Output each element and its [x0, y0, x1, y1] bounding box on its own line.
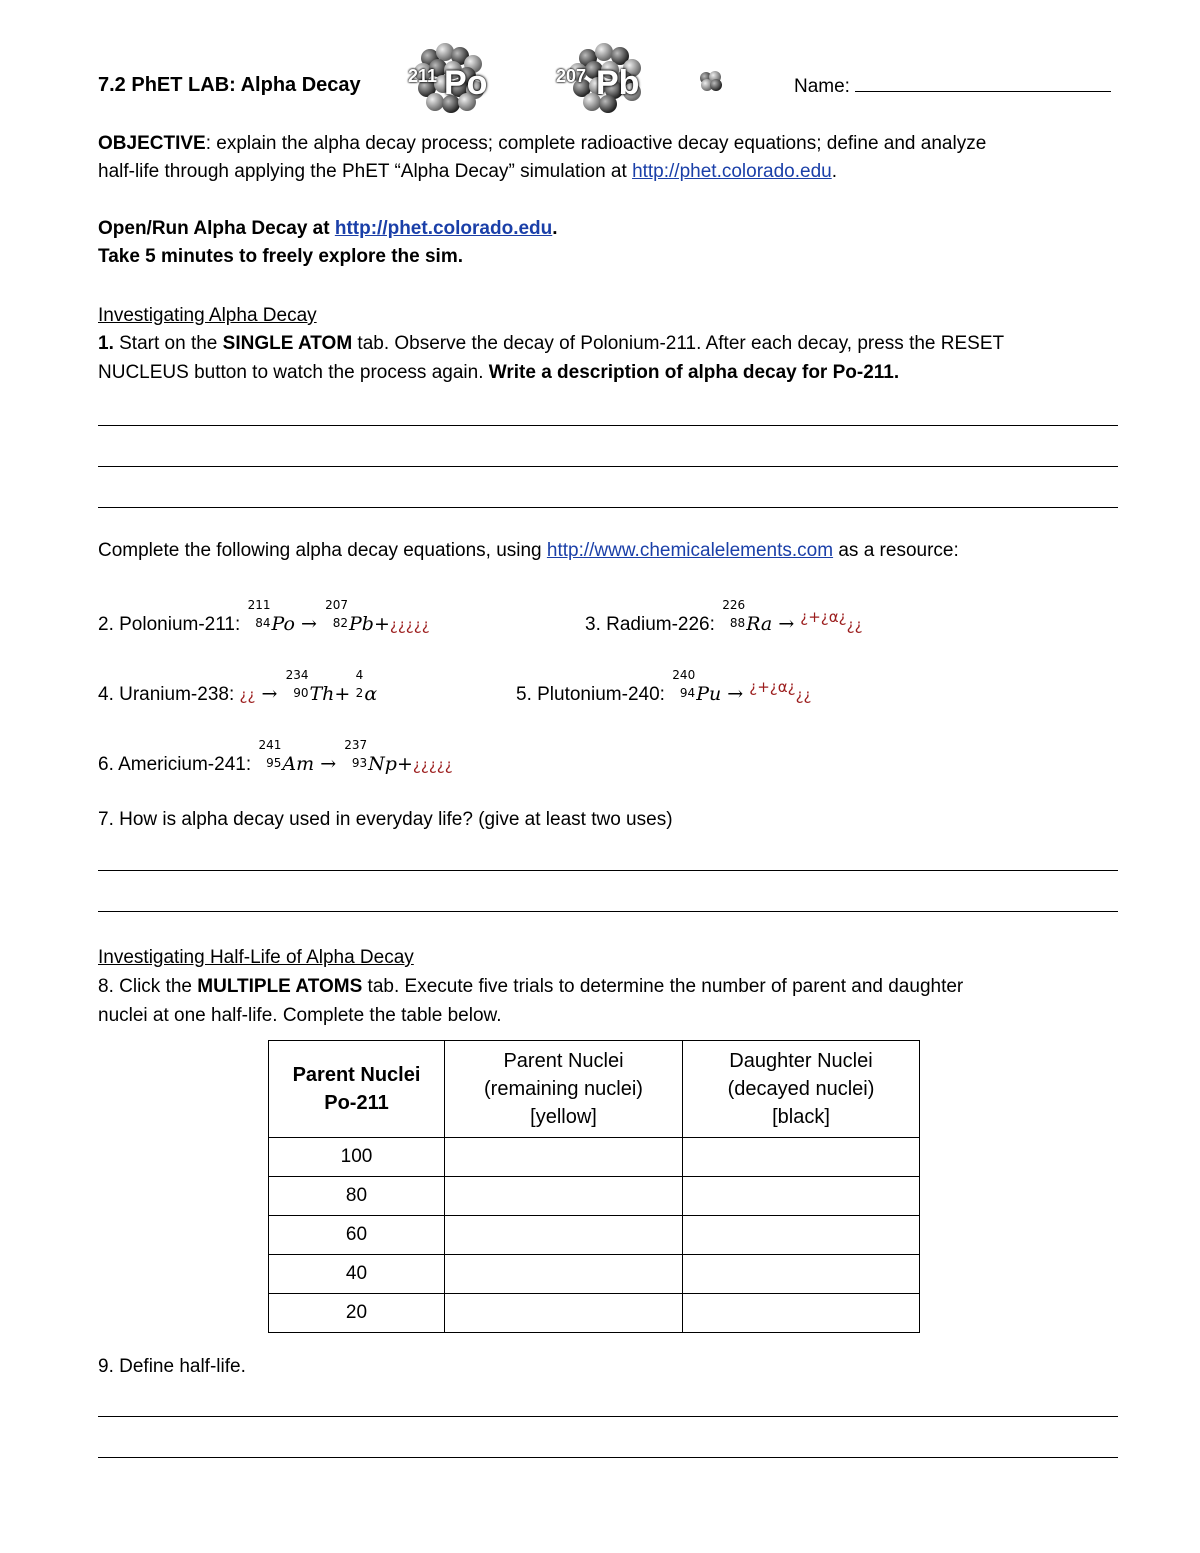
- th-symbol: Th: [309, 683, 335, 705]
- answer-line[interactable]: [98, 911, 1118, 912]
- table-header-row: [269, 1041, 920, 1138]
- answer-cell[interactable]: [683, 1138, 920, 1177]
- half-life-table: [268, 1040, 920, 1333]
- objective-text: : explain the alpha decay process; complete radioactive decay equations; define and analyze: [205, 133, 987, 154]
- phet-link[interactable]: http://phet.colorado.edu: [632, 161, 832, 182]
- equation-q2: 2. Polonium-211: 211 84 Po → 207 82 Pb+¿¿¿¿¿: [98, 598, 430, 635]
- section-heading-half-life: Investigating Half-Life of Alpha Decay: [98, 947, 414, 968]
- header-daughter-decayed: Daughter Nuclei (decayed nuclei) [black]: [683, 1041, 920, 1138]
- objective-text-2: half-life through applying the PhET “Alpha Decay” simulation at: [98, 161, 633, 182]
- table-row: 100: [269, 1138, 920, 1177]
- answer-blank[interactable]: ¿+¿α¿: [800, 608, 847, 626]
- po-symbol-label: Po: [444, 64, 488, 102]
- po-mass-label: 211: [408, 66, 438, 86]
- answer-line[interactable]: [98, 870, 1118, 871]
- objective-line-2: half-life through applying the PhET “Alpha Decay” simulation at http://phet.colorado.edu.: [98, 161, 837, 182]
- np-symbol: Np: [368, 753, 397, 775]
- answer-blank[interactable]: ¿¿¿: [412, 756, 437, 774]
- question-1-line-1: 1. Start on the SINGLE ATOM tab. Observe the decay of Polonium-211. After each decay, press the RESET: [98, 333, 1005, 354]
- question-1-line-2: NUCLEUS button to watch the process again. Write a description of alpha decay for Po-211.: [98, 362, 900, 383]
- question-9: 9. Define half-life.: [98, 1356, 246, 1377]
- name-label: Name:: [794, 76, 850, 97]
- answer-cell[interactable]: [445, 1216, 683, 1255]
- equation-q5: 5. Plutonium-240: 240 94 Pu → $^{¿+¿\alpha¿}$¿¿: [516, 668, 812, 705]
- answer-cell[interactable]: [445, 1138, 683, 1177]
- phet-link[interactable]: http://phet.colorado.edu: [334, 218, 553, 239]
- name-blank[interactable]: [855, 77, 1111, 92]
- answer-cell[interactable]: [445, 1294, 683, 1333]
- answer-blank[interactable]: ¿¿: [239, 686, 256, 704]
- answer-line[interactable]: [98, 425, 1118, 426]
- answer-cell[interactable]: [683, 1294, 920, 1333]
- pu-symbol: Pu: [696, 683, 722, 705]
- alpha-symbol: α: [364, 683, 378, 705]
- table-row: 60: [269, 1216, 920, 1255]
- answer-line[interactable]: [98, 1457, 1118, 1458]
- question-8-line-1: 8. Click the MULTIPLE ATOMS tab. Execute five trials to determine the number of parent and daughter: [98, 976, 964, 997]
- pb-mass-label: 207: [556, 66, 587, 86]
- open-run-line: Open/Run Alpha Decay at http://phet.colorado.edu.: [98, 218, 558, 239]
- table-row: 80: [269, 1177, 920, 1216]
- answer-cell[interactable]: [683, 1216, 920, 1255]
- am-symbol: Am: [282, 753, 315, 775]
- answer-blank[interactable]: ¿¿¿: [389, 616, 414, 634]
- answer-cell[interactable]: [445, 1177, 683, 1216]
- pb-symbol-label: Pb: [596, 64, 640, 102]
- chemicalelements-link[interactable]: http://www.chemicalelements.com: [546, 540, 834, 561]
- page-title: 7.2 PhET LAB: Alpha Decay: [98, 74, 361, 96]
- section-heading-alpha-decay: Investigating Alpha Decay: [98, 305, 317, 326]
- name-field[interactable]: [794, 76, 1111, 98]
- equation-q4: 4. Uranium-238: ¿¿ → 234 90 Th+ 4 2 α: [98, 668, 378, 705]
- pb-symbol: Pb: [348, 613, 374, 635]
- table-row: 40: [269, 1255, 920, 1294]
- answer-line[interactable]: [98, 507, 1118, 508]
- ra-symbol: Ra: [746, 613, 773, 635]
- answer-blank[interactable]: ¿+¿α¿: [749, 678, 796, 696]
- header-parent-po211: Parent Nuclei Po-211: [269, 1041, 445, 1138]
- equation-q3: 3. Radium-226: 226 88 Ra → $^{¿+¿\alpha¿}$¿¿: [585, 598, 863, 635]
- answer-cell[interactable]: [445, 1255, 683, 1294]
- answer-line[interactable]: [98, 1416, 1118, 1417]
- question-7: 7. How is alpha decay used in everyday life? (give at least two uses): [98, 809, 673, 830]
- alpha-particle-image: [698, 70, 724, 98]
- answer-cell[interactable]: [683, 1177, 920, 1216]
- table-row: 20: [269, 1294, 920, 1333]
- po-symbol: Po: [271, 613, 295, 635]
- equation-q6: 6. Americium-241: 241 95 Am → 237 93 Np+¿¿¿¿¿: [98, 738, 453, 775]
- question-8-line-2: nuclei at one half-life. Complete the table below.: [98, 1005, 502, 1026]
- answer-line[interactable]: [98, 466, 1118, 467]
- header-parent-remaining: Parent Nuclei (remaining nuclei) [yellow]: [445, 1041, 683, 1138]
- explore-instruction: Take 5 minutes to freely explore the sim.: [98, 246, 463, 267]
- answer-cell[interactable]: [683, 1255, 920, 1294]
- alpha-particle-icon: [698, 70, 724, 92]
- objective-label: OBJECTIVE: [98, 133, 206, 154]
- equations-intro: Complete the following alpha decay equations, using http://www.chemicalelements.com as a resource:: [98, 540, 959, 561]
- objective-line-1: [98, 133, 986, 155]
